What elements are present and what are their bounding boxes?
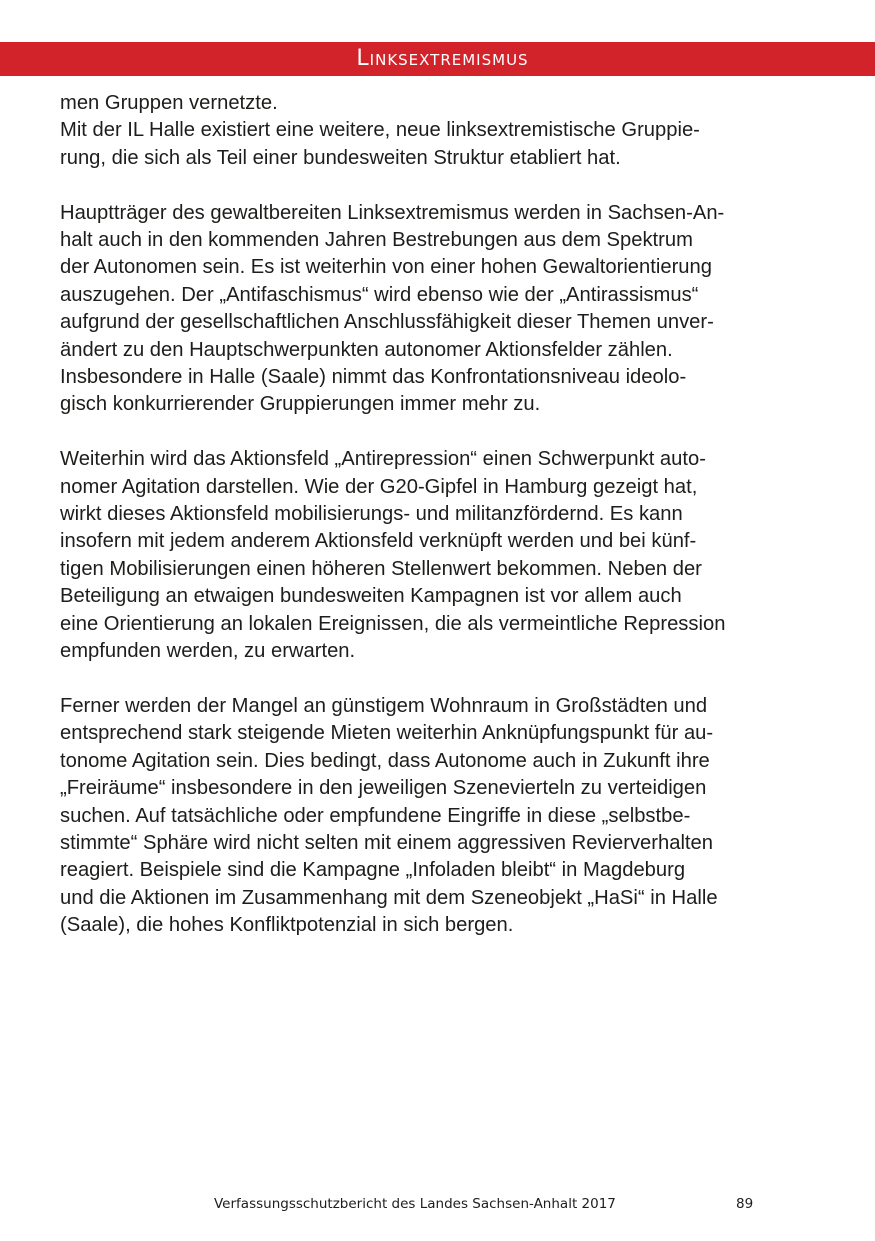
text-line: suchen. Auf tatsächliche oder empfundene Eingriffe in diese „selbstbe- — [60, 804, 691, 827]
text-line: Beteiligung an etwaigen bundesweiten Kampagnen ist vor allem auch — [60, 585, 682, 608]
footer-publication-title: Verfassungsschutzbericht des Landes Sachsen-Anhalt 2017 — [214, 1196, 616, 1212]
text-line: „Freiräume“ insbesondere in den jeweiligen Szenevierteln zu verteidigen — [60, 777, 707, 800]
body-text — [60, 90, 820, 940]
text-line: reagiert. Beispiele sind die Kampagne „Infoladen bleibt“ in Magdeburg — [60, 859, 686, 882]
text-line: (Saale), die hohes Konfliktpotenzial in sich bergen. — [60, 914, 514, 937]
text-line: Ferner werden der Mangel an günstigem Wohnraum in Großstädten und — [60, 694, 708, 717]
text-line: und die Aktionen im Zusammenhang mit dem Szeneobjekt „HaSi“ in Halle — [60, 886, 718, 909]
text-line: empfunden werden, zu erwarten. — [60, 640, 356, 663]
text-line: halt auch in den kommenden Jahren Bestrebungen aus dem Spektrum — [60, 229, 693, 252]
text-line: nomer Agitation darstellen. Wie der G20-Gipfel in Hamburg gezeigt hat, — [60, 475, 698, 498]
paragraph-4 — [60, 693, 820, 940]
text-line: gisch konkurrierender Gruppierungen immer mehr zu. — [60, 393, 541, 416]
text-line: tigen Mobilisierungen einen höheren Stellenwert bekommen. Neben der — [60, 557, 702, 580]
text-line: stimmte“ Sphäre wird nicht selten mit einem aggressiven Revierverhalten — [60, 831, 713, 854]
chapter-title: Linksextremismus — [356, 46, 529, 71]
paragraph-3 — [60, 446, 820, 665]
text-line: wirkt dieses Aktionsfeld mobilisierungs- und militanzfördernd. Es kann — [60, 503, 683, 526]
text-line: rung, die sich als Teil einer bundesweiten Struktur etabliert hat. — [60, 146, 621, 169]
text-line: auszugehen. Der „Antifaschismus“ wird ebenso wie der „Antirassismus“ — [60, 283, 699, 306]
paragraph-1 — [60, 90, 820, 172]
text-line: eine Orientierung an lokalen Ereignissen, die als vermeintliche Repression — [60, 612, 726, 635]
page-number: 89 — [736, 1196, 754, 1212]
text-line: Mit der IL Halle existiert eine weitere, neue linksextremistische Gruppie- — [60, 119, 700, 142]
text-line: ändert zu den Hauptschwerpunkten autonomer Aktionsfelder zählen. — [60, 338, 673, 361]
text-line: insofern mit jedem anderem Aktionsfeld verknüpft werden und bei künf- — [60, 530, 697, 553]
text-line: der Autonomen sein. Es ist weiterhin von einer hohen Gewaltorientierung — [60, 256, 712, 279]
text-line: Weiterhin wird das Aktionsfeld „Antirepression“ einen Schwerpunkt auto- — [60, 448, 706, 471]
text-line: men Gruppen vernetzte. — [60, 92, 278, 114]
text-line: Insbesondere in Halle (Saale) nimmt das Konfrontationsniveau ideolo- — [60, 366, 687, 389]
paragraph-2 — [60, 200, 820, 419]
text-line: aufgrund der gesellschaftlichen Anschlussfähigkeit dieser Themen unver- — [60, 311, 714, 334]
text-line: tonome Agitation sein. Dies bedingt, dass Autonome auch in Zukunft ihre — [60, 749, 710, 772]
text-line: entsprechend stark steigende Mieten weiterhin Anknüpfungspunkt für au- — [60, 722, 714, 745]
text-line: Hauptträger des gewaltbereiten Linksextremismus werden in Sachsen-An- — [60, 201, 725, 224]
chapter-header-band — [0, 42, 875, 76]
